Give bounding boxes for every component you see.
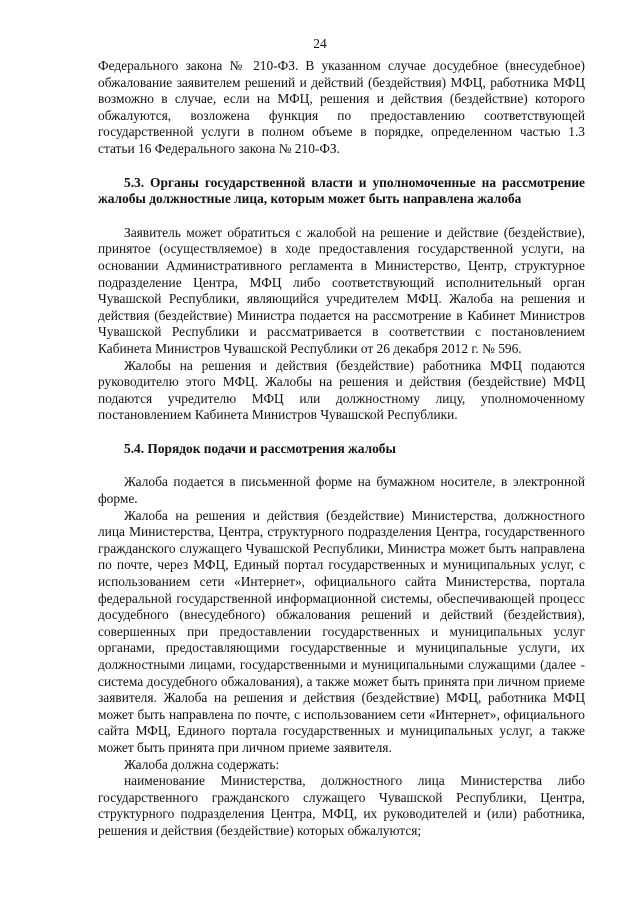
document-body [98, 58, 585, 840]
paragraph: наименование Министерства, должностного лица Министерства либо государственного гражданского служащего Чувашской Республики, Центра, структурного подразделения Центра, МФЦ, их руководителей и (или) работника, решения и действия (бездействие) которых обжалуются; [98, 773, 585, 838]
paragraph: Жалобы на решения и действия (бездействие) работника МФЦ подаются руководителю этого МФЦ. Жалобы на решения и действия (бездействие) МФЦ подаются учредителю МФЦ или должностному лицу, уполномоченному постановлением Кабинета Министров Чувашской Республики. [98, 357, 585, 423]
paragraph: Заявитель может обратиться с жалобой на решение и действие (бездействие), принятое (осуществляемое) в ходе предоставления государственной услуги, на основании Административного регламента в Министерство, Центр, структурное подразделение Центра, МФЦ либо соответствующий исполнительный орган Чувашской Республики, являющийся учредителем МФЦ. Жалоба на решения и действия (бездействие) Министра подается на рассмотрение в Кабинет Министров Чувашской Республики и рассматривается в соответствии с постановлением Кабинета Министров Чувашской Республики от 26 декабря 2012 г. № 596. [98, 224, 585, 356]
paragraph: Жалоба должна содержать: [124, 756, 280, 772]
paragraph: Жалоба подается в письменной форме на бумажном носителе, в электронной форме. [98, 474, 585, 507]
continuation-paragraph: Федерального закона № 210-ФЗ. В указанном случае досудебное (внесудебное) обжалование заявителем решений и действий (бездействия) МФЦ, работника МФЦ возможно в случае, если на МФЦ, решения и действия (бездействие) которого обжалуются, возложена функция по предоставлению соответствующей государственной услуги в полном объеме в порядке, определенном частью 1.3 статьи 16 Федерального закона № 210-ФЗ. [98, 58, 585, 156]
section-heading-5-4: 5.4. Порядок подачи и рассмотрения жалобы [124, 440, 396, 456]
paragraph: Жалоба на решения и действия (бездействие) Министерства, должностного лица Министерства, Центра, структурного подразделения Центра, государственного гражданского служащего Чувашской Республики, Министра может быть направлена по почте, через МФЦ, Единый портал государственных и муниципальных услуг, с использованием сети «Интернет», официального сайта Министерства, портала федеральной государственной информационной системы, обеспечивающей процесс досудебного (внесудебного) обжалования решений и действий (бездействия), совершенных при предоставлении государственных и муниципальных услуг органами, предоставляющими государственные и муниципальные услуги, их должностными лицами, государственными и муниципальными служащими (далее - система досудебного обжалования), а также может быть принята при личном приеме заявителя. Жалоба на решения и действия (бездействие) МФЦ, работника МФЦ может быть направлена по почте, с использованием сети «Интернет», официального сайта МФЦ, Единого портала государственных и муниципальных услуг, а также может быть принята при личном приеме заявителя. [98, 507, 585, 755]
section-heading-5-3: 5.3. Органы государственной власти и уполномоченные на рассмотрение жалобы должностные лица, которым может быть направлена жалоба [98, 174, 585, 207]
page-number: 24 [313, 36, 327, 51]
